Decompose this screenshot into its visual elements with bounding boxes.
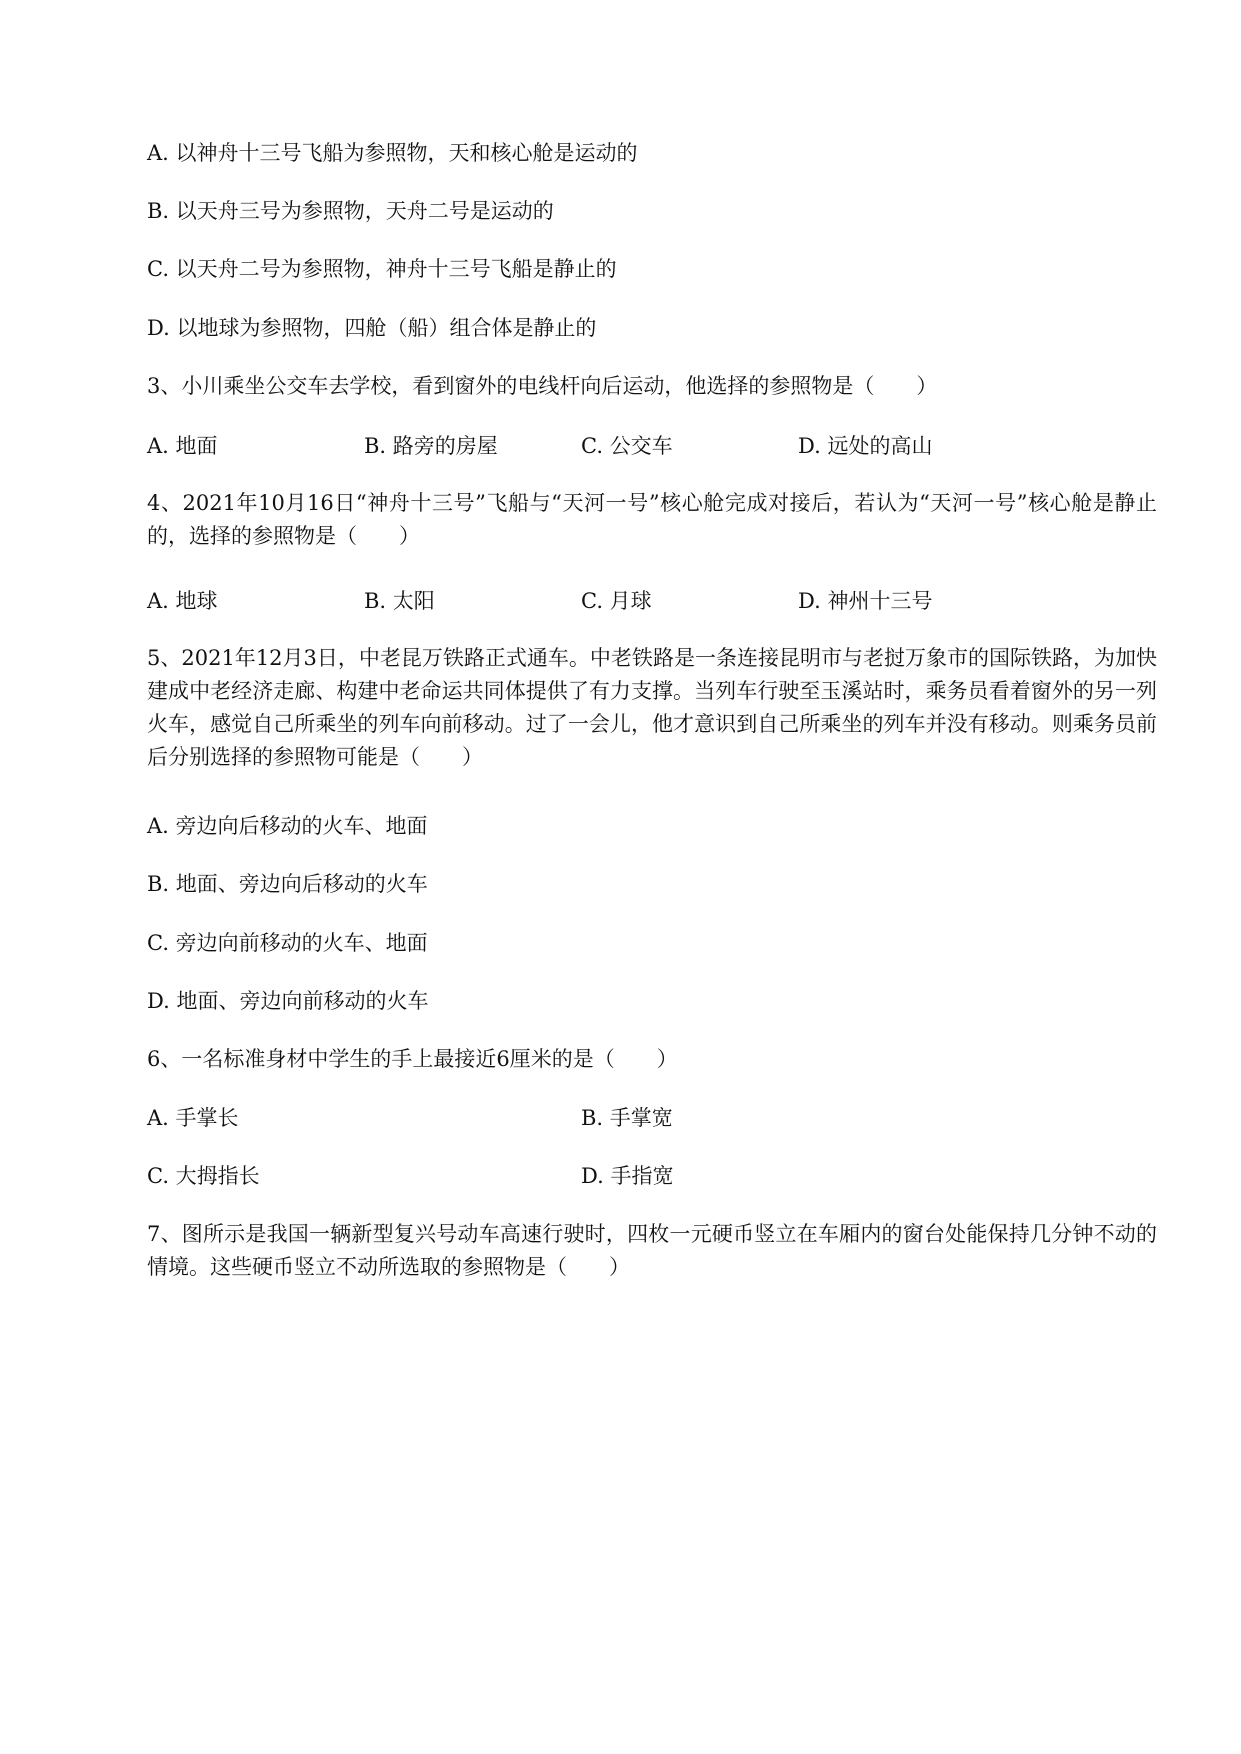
q6-option-b: B. 手掌宽 [581,1106,673,1130]
q4-stem: 4、2021年10月16日“神舟十三号”飞船与“天河一号”核心舱完成对接后，若认为“天河一号”核心舱是静止的，选择的参照物是（ ） [147,491,1157,548]
q3-option-a: A. 地面 [147,434,218,458]
q6-option-d: D. 手指宽 [581,1164,674,1188]
q3-option-b: B. 路旁的房屋 [364,434,498,458]
q3-option-c: C. 公交车 [581,434,673,458]
q2-option-b: B. 以天舟三号为参照物，天舟二号是运动的 [147,199,554,223]
q4-option-c: C. 月球 [581,589,652,613]
q4-option-b: B. 太阳 [364,589,435,613]
q4-option-d: D. 神州十三号 [798,589,933,613]
q5-option-c: C. 旁边向前移动的火车、地面 [147,931,428,955]
q5-option-b: B. 地面、旁边向后移动的火车 [147,872,428,896]
q2-option-a: A. 以神舟十三号飞船为参照物，天和核心舱是运动的 [147,141,638,165]
q4-option-a: A. 地球 [147,589,218,613]
q6-options-row1 [147,1102,1147,1134]
q4-options [147,585,1147,617]
q6-options-row2 [147,1160,1147,1192]
q6-stem: 6、一名标准身材中学生的手上最接近6厘米的是（ ） [147,1047,678,1071]
q6-option-a: A. 手掌长 [147,1106,239,1130]
q3-option-d: D. 远处的高山 [798,434,933,458]
q5-option-a: A. 旁边向后移动的火车、地面 [147,814,428,838]
q7-stem: 7、图所示是我国一辆新型复兴号动车高速行驶时，四枚一元硬币竖立在车厢内的窗台处能保持几分钟不动的情境。这些硬币竖立不动所选取的参照物是（ ） [147,1222,1157,1279]
q5-option-d: D. 地面、旁边向前移动的火车 [147,989,429,1013]
q2-option-d: D. 以地球为参照物，四舱（船）组合体是静止的 [147,316,597,340]
q5-stem: 5、2021年12月3日，中老昆万铁路正式通车。中老铁路是一条连接昆明市与老挝万象市的国际铁路，为加快建成中老经济走廊、构建中老命运共同体提供了有力支撑。当列车行驶至玉溪站时，乘务员看着窗外的另一列火车，感觉自己所乘坐的列车向前移动。过了一会儿，他才意识到自己所乘坐的列车并没有移动。则乘务员前后分别选择的参照物可能是（ ） [147,646,1157,769]
q3-stem: 3、小川乘坐公交车去学校，看到窗外的电线杆向后运动，他选择的参照物是（ ） [147,374,938,398]
q6-option-c: C. 大拇指长 [147,1164,260,1188]
q2-option-c: C. 以天舟二号为参照物，神舟十三号飞船是静止的 [147,257,617,281]
q3-options [147,430,1147,462]
